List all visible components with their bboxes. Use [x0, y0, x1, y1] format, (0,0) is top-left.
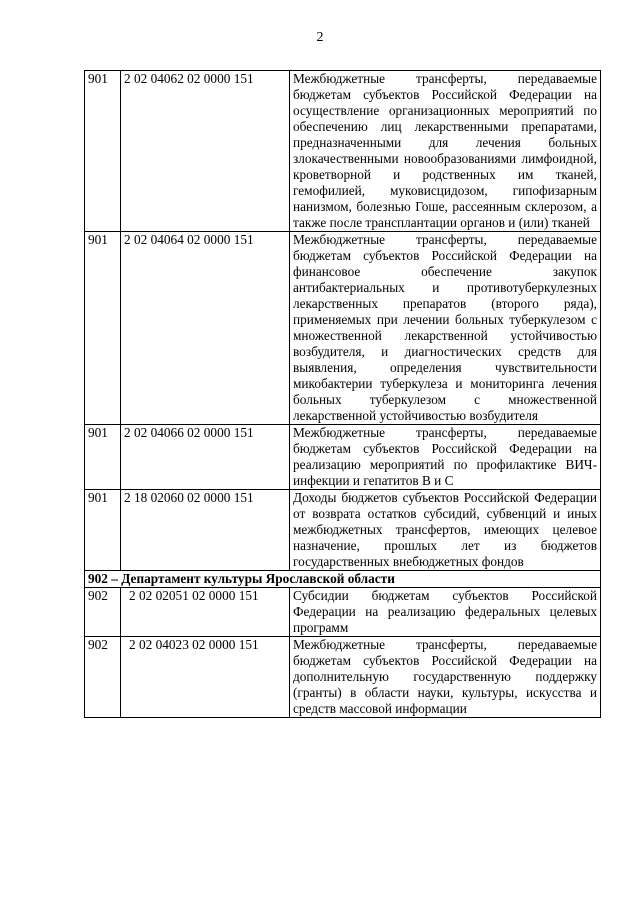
budget-code-cell: 2 02 04064 02 0000 151	[121, 232, 290, 425]
admin-code-cell: 901	[85, 232, 121, 425]
description-cell: Межбюджетные трансферты, передаваемые бюджетам субъектов Российской Федерации на реализацию мероприятий по профилактике ВИЧ-инфекции и гепатитов В и С	[290, 425, 601, 490]
budget-codes-table	[84, 70, 601, 718]
table-row	[85, 588, 601, 637]
description-cell: Доходы бюджетов субъектов Российской Федерации от возврата остатков субсидий, субвенций и иных межбюджетных трансфертов, имеющих целевое назначение, прошлых лет из бюджетов государственных внебюджетных фондов	[290, 490, 601, 571]
budget-code-cell: 2 02 04023 02 0000 151	[121, 637, 290, 718]
description-cell: Субсидии бюджетам субъектов Российской Федерации на реализацию федеральных целевых программ	[290, 588, 601, 637]
table-row	[85, 425, 601, 490]
budget-code-cell: 2 18 02060 02 0000 151	[121, 490, 290, 571]
table-row	[85, 71, 601, 232]
admin-code-cell: 902	[85, 588, 121, 637]
section-header: 902 – Департамент культуры Ярославской области	[85, 571, 601, 588]
budget-code-cell: 2 02 02051 02 0000 151	[121, 588, 290, 637]
admin-code-cell: 901	[85, 490, 121, 571]
budget-code-cell: 2 02 04066 02 0000 151	[121, 425, 290, 490]
description-cell: Межбюджетные трансферты, передаваемые бюджетам субъектов Российской Федерации на финансовое обеспечение закупок антибактериальных и противотуберкулезных лекарственных препаратов (второго ряда), применяемых при лечении больных туберкулезом с множественной лекарственной устойчивостью возбудителя, и диагностических средств для выявления, определения чувствительности микобактерии туберкулеза и мониторинга лечения больных туберкулезом с множественной лекарственной устойчивостью возбудителя	[290, 232, 601, 425]
description-cell: Межбюджетные трансферты, передаваемые бюджетам субъектов Российской Федерации на дополнительную государственную поддержку (гранты) в области науки, культуры, искусства и средств массовой информации	[290, 637, 601, 718]
table-row	[85, 637, 601, 718]
admin-code-cell: 902	[85, 637, 121, 718]
budget-code-cell: 2 02 04062 02 0000 151	[121, 71, 290, 232]
admin-code-cell: 901	[85, 71, 121, 232]
section-header-row	[85, 571, 601, 588]
table-row	[85, 490, 601, 571]
table-row	[85, 232, 601, 425]
page-number: 2	[316, 30, 324, 45]
admin-code-cell: 901	[85, 425, 121, 490]
description-cell: Межбюджетные трансферты, передаваемые бюджетам субъектов Российской Федерации на осуществление организационных мероприятий по обеспечению лиц лекарственными препаратами, предназначенными для лечения больных злокачественными новообразованиями лимфоидной, кроветворной и родственных им тканей, гемофилией, муковисцидозом, гипофизарным нанизмом, болезнью Гоше, рассеянным склерозом, а также после трансплантации органов и (или) тканей	[290, 71, 601, 232]
